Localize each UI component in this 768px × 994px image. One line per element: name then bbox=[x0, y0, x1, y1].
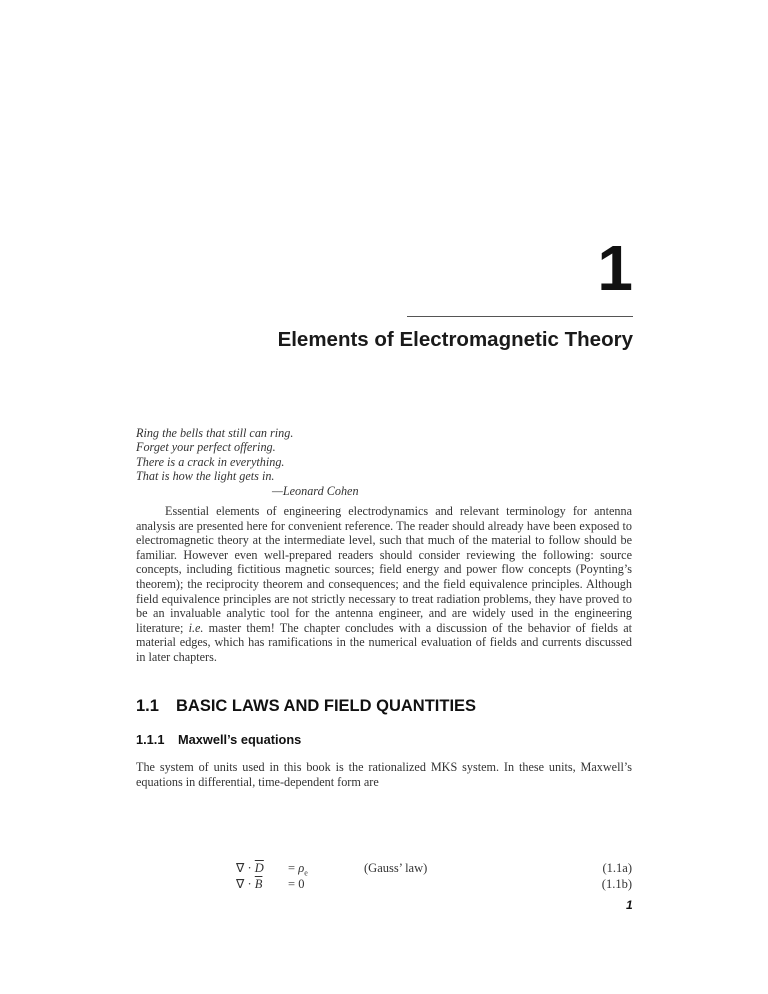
equation-number: (1.1a) bbox=[602, 861, 632, 875]
epigraph-attribution: —Leonard Cohen bbox=[272, 483, 359, 498]
rhs-symbol: 0 bbox=[298, 877, 305, 891]
vector-symbol: $\overline{D}$ bbox=[254, 861, 264, 875]
epigraph bbox=[136, 426, 359, 498]
intro-text: Essential elements of engineering electrodynamics and relevant terminology for antenna analysis are presented here for convenient reference. The reader should already have been exposed to electromagnetic theory at the intermediate level, such that much of the material to follow should be familiar. However even well-prepared readers should consider reviewing the following: source concepts, including fictitious magnetic sources; field energy and power flow concepts (Poynting’s theorem); the reciprocity theorem and consequences; and the field equivalence principles. Although field equivalence principles are not strictly necessary to treat radiation problems, they have proved to be an invaluable analytic tool for the antenna engineer, and are widely used in the engineering literature; bbox=[136, 504, 632, 635]
equation-number: (1.1b) bbox=[601, 877, 632, 891]
chapter-number: 1 bbox=[597, 232, 633, 304]
divergence-operator: ∇ · bbox=[236, 861, 255, 875]
section-title: BASIC LAWS AND FIELD QUANTITIES bbox=[176, 697, 477, 715]
chapter-title-rule bbox=[407, 316, 633, 317]
subsection-title: Maxwell’s equations bbox=[178, 732, 302, 747]
vector-symbol: $\overline{B}$ bbox=[254, 877, 263, 891]
equals-sign: = bbox=[288, 877, 299, 891]
epigraph-line: That is how the light gets in. bbox=[136, 469, 275, 484]
chapter-intro-paragraph bbox=[136, 504, 632, 665]
page-number: 1 bbox=[626, 898, 633, 912]
subsection-heading bbox=[136, 732, 301, 748]
equation-gauss-law bbox=[236, 860, 632, 876]
maxwell-intro-paragraph: The system of units used in this book is the rationalized MKS system. In these units, Maxwell’s equations in differential, time-dependent form are bbox=[136, 760, 632, 789]
epigraph-line: Forget your perfect offering. bbox=[136, 440, 276, 455]
intro-italic-ie: i.e. bbox=[188, 620, 204, 635]
equals-sign: = bbox=[288, 861, 299, 875]
section-heading bbox=[136, 696, 476, 716]
intro-text-continued: master them! The chapter concludes with a discussion of the behavior of fields at material edges, which has ramifications in the numerical evaluation of fields and currents discussed in later chapters. bbox=[136, 620, 632, 664]
equation-rhs bbox=[288, 876, 304, 892]
section-number: 1.1 bbox=[136, 697, 159, 715]
equation-lhs bbox=[236, 860, 264, 876]
equation-note: (Gauss’ law) bbox=[364, 861, 428, 875]
chapter-title: Elements of Electromagnetic Theory bbox=[277, 328, 633, 351]
equation-magnetic-gauss bbox=[236, 876, 632, 892]
rhs-symbol: ρ bbox=[298, 861, 305, 875]
rhs-subscript: e bbox=[304, 868, 308, 878]
divergence-operator: ∇ · bbox=[236, 877, 255, 891]
epigraph-line: There is a crack in everything. bbox=[136, 454, 285, 469]
subsection-number: 1.1.1 bbox=[136, 732, 165, 747]
epigraph-line: Ring the bells that still can ring. bbox=[136, 426, 294, 440]
equation-lhs bbox=[236, 876, 262, 892]
